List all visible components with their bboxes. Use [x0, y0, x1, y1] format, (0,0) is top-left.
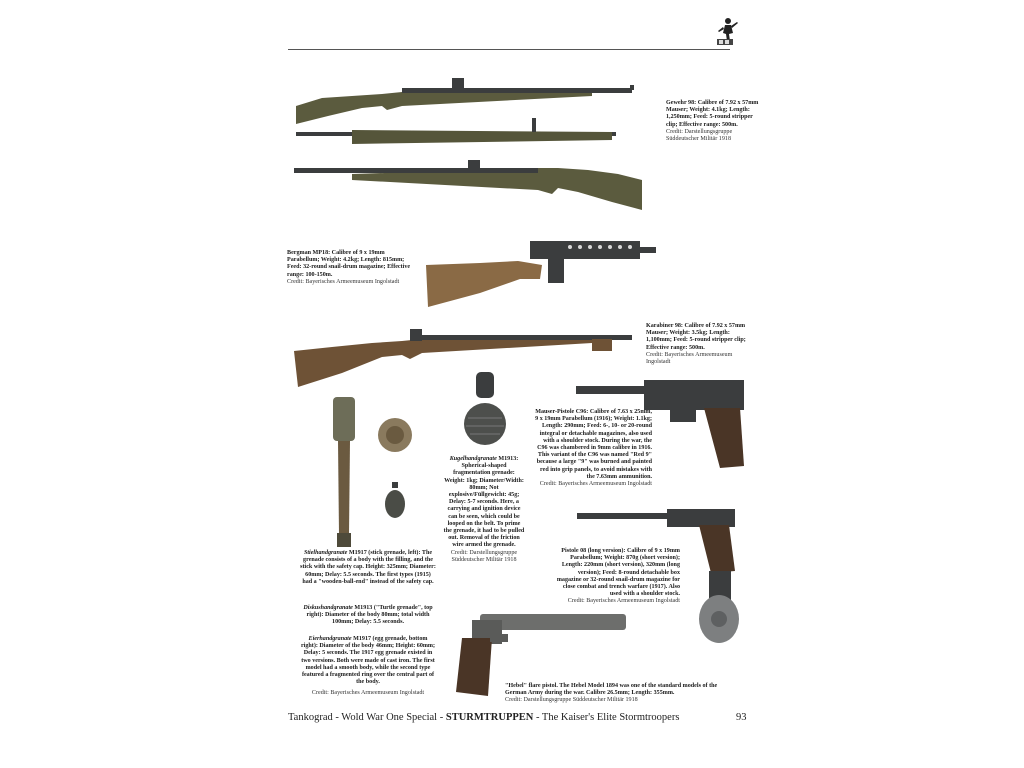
- ball-grenade-photo: [462, 370, 508, 452]
- egg-grenade-photo: [383, 480, 407, 520]
- credit: Credit: Bayerisches Armeemuseum Ingolstadt: [646, 351, 733, 366]
- page-number: 93: [736, 712, 747, 723]
- disc-grenade-photo: [375, 415, 415, 455]
- caption-diskushandgranate: Diskushandgranate M1913 ("Turtle grenade", top right): Diameter of the body 80mm; total width 100mm; Delay: 5.5 seconds.: [303, 605, 433, 626]
- stick-grenade-photo: [325, 395, 365, 555]
- caption-title: Diskushandgranate: [303, 605, 353, 611]
- caption-mauser-c96: Mauser-Pistole C96: Calibre of 7.63 x 25mm, 9 x 19mm Parabellum (1916); Weight: 1.1kg; Length: 290mm; Feed: 6-, 10- or 20-round integral or detachable magazines, also used with a shoulder stock. During the war, the C96 was chambered in 9mm calibre in 1916. This variant of the C96 was named "Red 9" because a large "9" was burned and painted red into grip panels, to avoid mistakes with the 7.63mm ammunition. Credit: Bayerisches Armeemuseum Ingolstadt: [535, 409, 652, 488]
- caption-hebel: "Hebel" flare pistol. The Hebel Model 1894 was one of the standard models of the German Army during the war. Calibre 26.5mm; Length: 355mm. Credit: Darstellungsgruppe Süddeutscher Militär 1918: [505, 683, 737, 705]
- caption-title: Kugelhandgranate: [449, 456, 497, 462]
- header-rule: [288, 49, 730, 50]
- credit: Credit: Bayerisches Armeemuseum Ingolstadt: [311, 690, 425, 697]
- caption-kugelhandgranate: Kugelhandgranate M1913: Spherical-shaped fragmentation grenade: Weight: 1kg; Diameter/Width: 80mm; Not explosive/Füllgewicht: 45g; Delay: 5-7 seconds. Here, a carrying and ignition device can be seen, which could be looped on the belt. To prime the grenade, it had to be pulled out. Removal of the friction wire armed the grenade. Credit: Darstellungsgruppe Süddeutscher Militär 1918: [443, 456, 525, 563]
- credit: Credit: Darstellungsgruppe Süddeutscher Militär 1918: [450, 549, 518, 563]
- credit: Credit: Bayerisches Armeemuseum Ingolstadt: [287, 278, 400, 285]
- caption-stielhandgranate: Stielhandgranate M1917 (stick grenade, left): The grenade consists of a body with the filling, and the stick with the safety cap. Height: 325mm; Diameter: 60mm; Delay: 5.5 seconds. The first types (1915) had a "wooden-ball-end" instead of the safety cap.: [300, 550, 436, 585]
- footer-title: Tankograd - Wold War One Special - STURMTRUPPEN - The Kaiser's Elite Stormtroopers: [288, 712, 680, 723]
- credit: Credit: Darstellungsgruppe Süddeutscher Militär 1918: [505, 697, 638, 704]
- caption-title: Eierhandgranate: [308, 636, 352, 642]
- bergmann-mp18-photo: [420, 235, 660, 315]
- caption-bergmann: Bergman MP18: Calibre of 9 x 19mm Parabellum; Weight: 4.2kg; Length: 815mm; Feed: 32-round snail-drum magazine; Effective range: 100-150m. Credit: Bayerisches Armeemuseum Ingolstadt: [287, 250, 415, 286]
- stormtrooper-logo-icon: [714, 17, 740, 47]
- caption-karabiner98: Karabiner 98: Calibre of 7.92 x 57mm Mauser; Weight: 3.5kg; Length: 1,100mm; Feed: 5-round stripper clip; Effective range: 500m. Credit: Bayerisches Armeemuseum Ingolstadt: [646, 323, 750, 366]
- caption-title: Stielhandgranate: [303, 550, 348, 556]
- credit: Credit: Bayerisches Armeemuseum Ingolstadt: [567, 598, 680, 605]
- credit: Credit: Darstellungsgruppe Süddeutscher Militär 1918: [666, 128, 733, 143]
- caption-gewehr98: Gewehr 98: Calibre of 7.92 x 57mm Mauser; Weight: 4.1kg; Length: 1,250mm; Feed: 5-round stripper clip; Effective range: 500m. Credit: Darstellungsgruppe Süddeutscher Militär 1918: [666, 100, 764, 143]
- credit: Credit: Bayerisches Armeemuseum Ingolstadt: [539, 481, 652, 488]
- gewehr98-photo: [292, 70, 652, 220]
- caption-eierhandgranate: Eierhandgranate M1917 (egg grenade, bottom right): Diameter of the body 46mm; Height: 60mm; Delay: 5 seconds. The 1917 egg grenade existed in two versions. Both were made of cast iron. The first model had a smooth body, while the second type featured a fragmented ring over the central part of the body. Credit: Bayerisches Armeemuseum Ingolstadt: [300, 636, 436, 697]
- caption-pistole08: Pistole 08 (long version): Calibre of 9 x 19mm Parabellum; Weight: 870g (short version); Length: 220mm (short version), 320mm (long version); Feed: 8-round detachable box magazine or 32-round snail-drum magazine for close combat and trench warfare (1917). Also used with a shoulder stock. Credit: Bayerisches Armeemuseum Ingolstadt: [552, 548, 680, 606]
